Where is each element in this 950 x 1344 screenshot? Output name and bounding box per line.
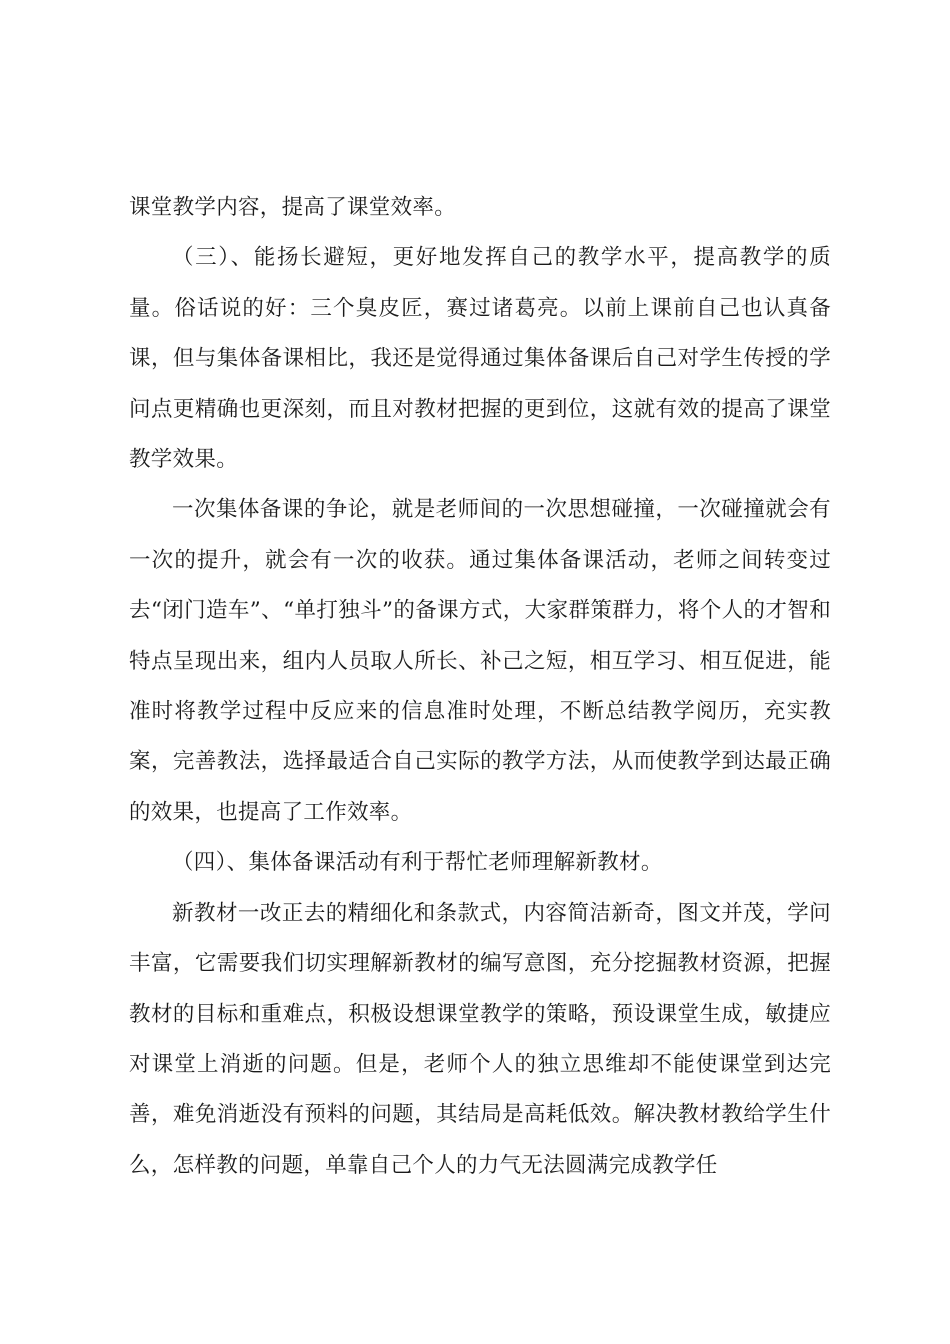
paragraph-section-three: （三）、能扬长避短，更好地发挥自己的教学水平，提高教学的质量。俗话说的好：三个臭皮匠，赛过诸葛亮。以前上课前自己也认真备课，但与集体备课相比，我还是觉得通过集体备课后自己对学生传授的学问点更精确也更深刻，而且对教材把握的更到位，这就有效的提高了课堂教学效果。: [129, 245, 831, 473]
paragraph-new-textbook: 新教材一改正去的精细化和条款式，内容简洁新奇，图文并茂，学问丰富，它需要我们切实理解新教材的编写意图，充分挖掘教材资源，把握教材的目标和重难点，积极设想课堂教学的策略，预设课堂生成，敏捷应对课堂上消逝的问题。但是，老师个人的独立思维却不能使课堂到达完善，难免消逝没有预料的问题，其结局是高耗低效。解决教材教给学生什么，怎样教的问题，单靠自己个人的力气无法圆满完成教学任: [129, 900, 831, 1178]
paragraph-section-four: （四）、集体备课活动有利于帮忙老师理解新教材。: [172, 850, 663, 876]
document-body: [129, 183, 831, 1191]
paragraph-collective-discussion: 一次集体备课的争论，就是老师间的一次思想碰撞，一次碰撞就会有一次的提升，就会有一次的收获。通过集体备课活动，老师之间转变过去“闭门造车”、“单打独斗”的备课方式，大家群策群力，将个人的才智和特点呈现出来，组内人员取人所长、补己之短，相互学习、相互促进，能准时将教学过程中反应来的信息准时处理，不断总结教学阅历，充实教案，完善教法，选择最适合自己实际的教学方法，从而使教学到达最正确的效果，也提高了工作效率。: [129, 497, 831, 825]
paragraph-continuation: 课堂教学内容，提高了课堂效率。: [129, 195, 457, 220]
